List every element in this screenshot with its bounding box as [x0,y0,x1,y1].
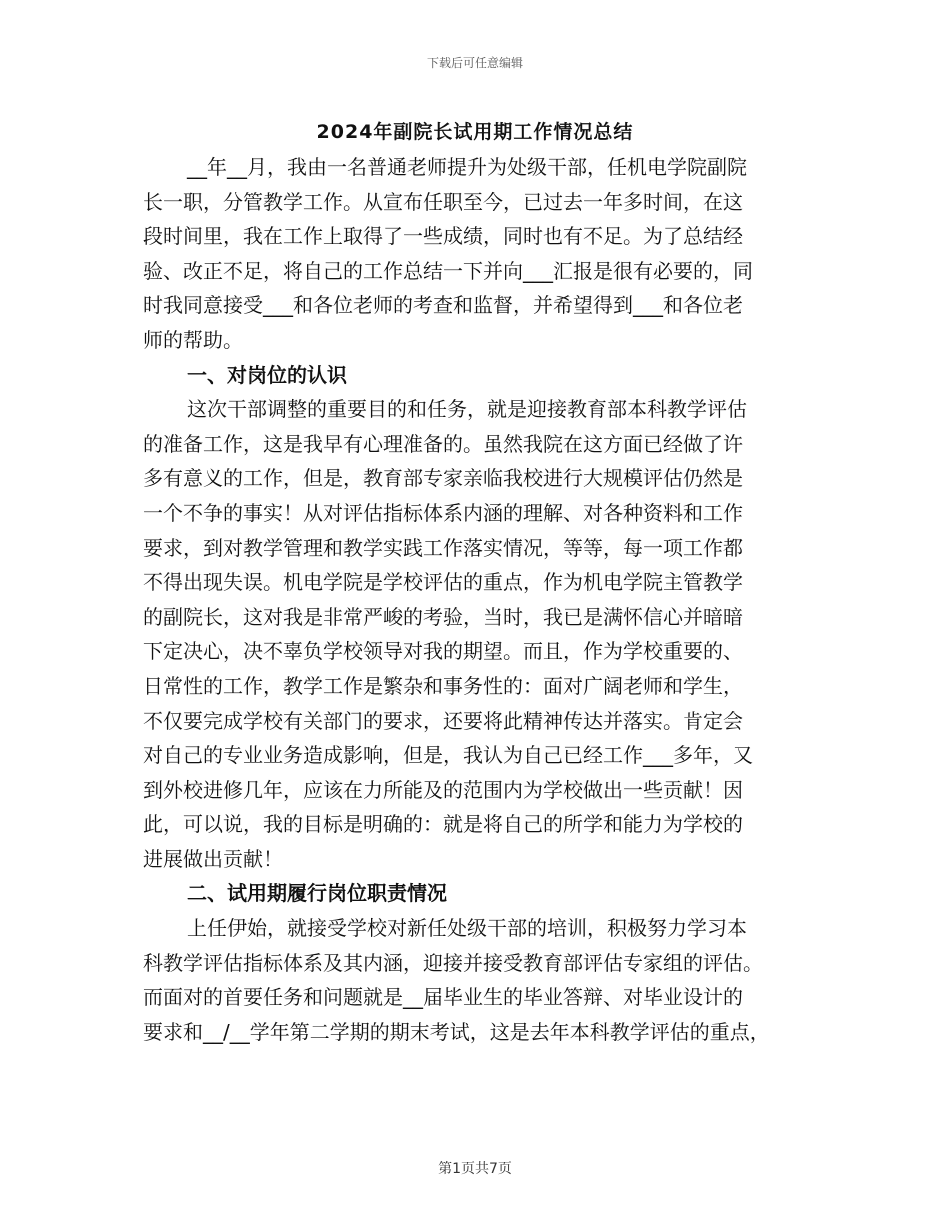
text-line: 日常性的工作，教学工作是繁杂和事务性的：面对广阔老师和学生， [143,673,743,698]
document-title: 2024年副院长试用期工作情况总结 [316,121,634,143]
text-line: 上任伊始，就接受学校对新任处级干部的培训，积极努力学习本 [187,916,747,941]
text-line: 科教学评估指标体系及其内涵，迎接并接受教育部评估专家组的评估。 [143,950,763,975]
text-line: 多有意义的工作，但是，教育部专家亲临我校进行大规模评估仍然是 [143,466,743,491]
text-line: 时我同意接受___和各位老师的考查和监督，并希望得到___和各位老 [143,293,743,318]
text-line: 的副院长，这对我是非常严峻的考验，当时，我已是满怀信心并暗暗 [143,604,743,629]
text-line: 不得出现失误。机电学院是学校评估的重点，作为机电学院主管教学 [143,570,743,595]
section-heading: 一、对岗位的认识 [187,362,347,387]
text-line: 进展做出贡献！ [143,846,283,871]
header-note: 下载后可任意编辑 [426,56,523,70]
text-line: 到外校进修几年，应该在力所能及的范围内为学校做出一些贡献！因 [143,777,743,802]
text-line: 而面对的首要任务和问题就是__届毕业生的毕业答辩、对毕业设计的 [143,985,743,1010]
text-line: 不仅要完成学校有关部门的要求，还要将此精神传达并落实。肯定会 [143,708,743,733]
text-line: 此，可以说，我的目标是明确的：就是将自己的所学和能力为学校的 [143,812,743,837]
text-line: 的准备工作，这是我早有心理准备的。虽然我院在这方面已经做了许 [143,431,743,456]
text-line: 下定决心，决不辜负学校领导对我的期望。而且，作为学校重要的、 [143,639,743,664]
section-heading: 二、试用期履行岗位职责情况 [187,881,447,906]
text-line: 验、改正不足，将自己的工作总结一下并向___汇报是很有必要的，同 [143,258,753,283]
text-line: 要求，到对教学管理和教学实践工作落实情况，等等，每一项工作都 [143,535,743,560]
text-line: 要求和__/__学年第二学期的期末考试，这是去年本科教学评估的重点， [143,1019,770,1044]
text-line: 对自己的专业业务造成影响，但是，我认为自己已经工作___多年，又 [143,743,753,768]
text-line: __年__月，我由一名普通老师提升为处级干部，任机电学院副院 [187,155,747,179]
document-body [143,150,823,1049]
text-line: 这次干部调整的重要目的和任务，就是迎接教育部本科教学评估 [187,397,747,422]
text-line: 一个不争的事实！从对评估指标体系内涵的理解、对各种资料和工作 [143,500,743,525]
page-footer: 第1页共7页 [438,1161,512,1177]
text-line: 长一职，分管教学工作。从宣布任职至今，已过去一年多时间，在这 [143,189,743,214]
text-line: 师的帮助。 [143,327,243,352]
text-line: 段时间里，我在工作上取得了一些成绩，同时也有不足。为了总结经 [143,224,743,249]
